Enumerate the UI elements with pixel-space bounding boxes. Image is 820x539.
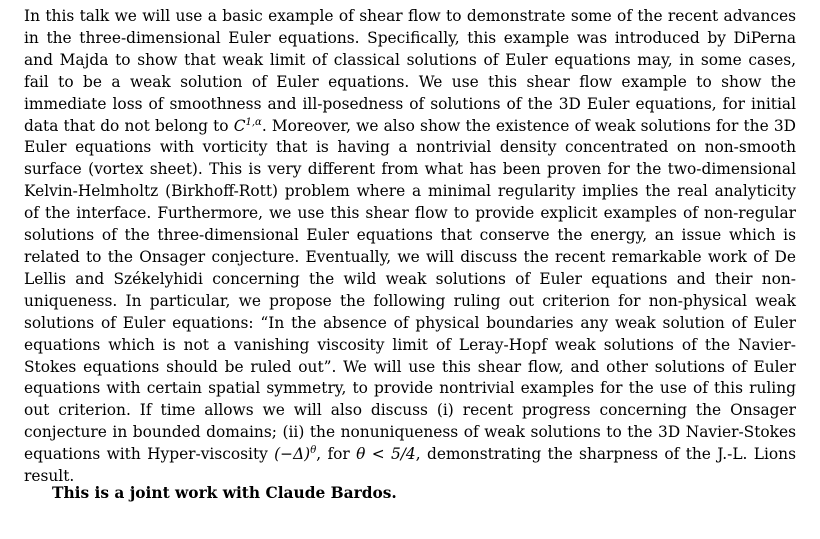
math-holder-space-base: C [233, 116, 246, 135]
abstract-paragraph [24, 6, 796, 488]
math-operator-base: (−Δ) [274, 445, 311, 464]
document-body [24, 6, 796, 488]
math-operator-exponent: θ [310, 445, 317, 457]
math-hyperviscosity-operator [274, 445, 316, 463]
abstract-text-part-2: . Moreover, we also show the existence of weak solutions for the 3D Euler equations with vorticity that is having a nontrivial density concentrated on non-smooth surface (vortex sheet). This is very different from what has been proven for the two-dimensional Kelvin-Helmholtz (Birkhoff-Rott) problem where a minimal regularity implies the real analyticity of the interface. Furthermore, we use this shear flow to provide explicit examples of non-regular solutions of the three-dimensional Euler equations that conserve the energy, an issue which is related to the Onsager conjecture. Eventually, we will discuss the recent remarkable work of De Lellis and Székelyhidi concerning the wild weak solutions of Euler equations and their non-uniqueness. In particular, we propose the following ruling out criterion for non-physical weak solutions of Euler equations: “In the absence of physical boundaries any weak solution of Euler equations which is not a vanishing viscosity limit of Leray-Hopf weak solutions of the Navier-Stokes equations should be ruled out”. We will use this shear flow, and other solutions of Euler equations with certain spatial symmetry, to provide nontrivial examples for the use of this ruling out criterion. If time allows we will also discuss (i) recent progress concerning the Onsager conjecture in bounded domains; (ii) the nonuniqueness of weak solutions to the 3D Navier-Stokes equations with Hyper-viscosity [24, 116, 797, 464]
abstract-text-part-4: , demonstrating the sharpness of the J.-L. Lions result. [24, 445, 796, 486]
math-theta-bound: θ < 5/4 [356, 445, 416, 464]
math-holder-space [234, 117, 262, 135]
abstract-text-part-3: , for [316, 445, 357, 464]
abstract-text-part-1: In this talk we will use a basic example of shear flow to demonstrate some of the recent advances in the three-dimensional Euler equations. Specifically, this example was introduced by DiPerna and Majda to show that weak limit of classical solutions of Euler equations may, in some cases, fail to be a weak solution of Euler equations. We use this shear flow example to show the immediate loss of smoothness and ill-posedness of solutions of the 3D Euler equations, for initial data that do not belong to [24, 7, 796, 135]
math-holder-space-exponent: 1,α [245, 116, 262, 128]
joint-work-credit: This is a joint work with Claude Bardos. [52, 484, 397, 502]
